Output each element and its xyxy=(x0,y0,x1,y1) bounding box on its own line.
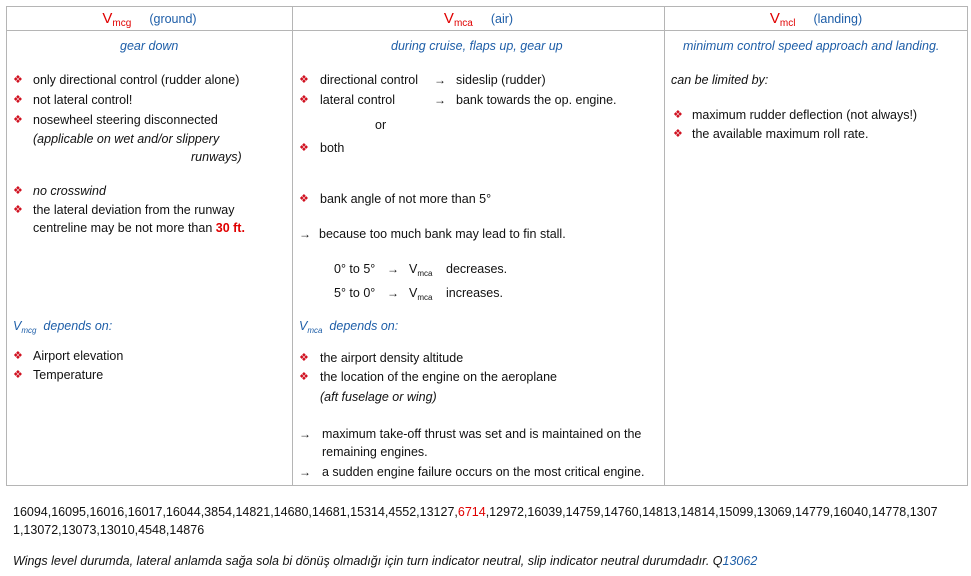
diamond-bullet-icon: ❖ xyxy=(13,74,23,86)
list-item: bank angle of not more than 5° xyxy=(320,192,492,206)
header-vmcl-label: (landing) xyxy=(813,12,863,26)
steering-note: runways) xyxy=(191,150,242,164)
diamond-bullet-icon: ❖ xyxy=(13,185,23,197)
vmca-subtitle: during cruise, flaps up, gear up xyxy=(391,39,563,53)
bank-range: 0° to 5° xyxy=(334,262,376,276)
limited-by-label: can be limited by: xyxy=(671,73,769,87)
vmcg-depends-heading: $V_{mcg}$ depends on: xyxy=(13,319,113,335)
list-item: only directional control (rudder alone) xyxy=(33,73,240,87)
vmca-symbol: $V_{mca}$ xyxy=(409,286,433,302)
header-vmcg-label: (ground) xyxy=(149,12,197,26)
right-arrow-icon: → xyxy=(299,227,311,241)
header-vmca-symbol: $V_{mca}$ xyxy=(443,10,473,29)
comparison-table xyxy=(6,6,968,486)
list-item: centreline may be not more than 30 ft. xyxy=(33,221,245,235)
list-item: the location of the engine on the aeroplane xyxy=(320,370,557,384)
diamond-bullet-icon: ❖ xyxy=(299,371,309,383)
list-item: sideslip (rudder) xyxy=(456,73,546,87)
diamond-bullet-icon: ❖ xyxy=(673,109,683,121)
vmcg-subtitle: gear down xyxy=(120,39,179,53)
vmcl-subtitle: minimum control speed approach and landing. xyxy=(683,39,940,53)
right-arrow-icon: → xyxy=(387,286,399,300)
question-ids-line2: 1,13072,13073,13010,4548,14876 xyxy=(13,523,205,537)
list-item: lateral control xyxy=(320,93,396,107)
question-ids-line1: 16094,16095,16016,16017,16044,3854,14821,14680,14681,15314,4552,13127,6714,12972,16039,14759,14760,14813,14814,15099,13069,14779,16040,14778,1307 xyxy=(13,505,938,519)
list-item: bank towards the op. engine. xyxy=(456,93,617,107)
column-vmcg xyxy=(7,31,292,485)
highlighted-question-id: 6714 xyxy=(457,505,486,519)
diamond-bullet-icon: ❖ xyxy=(13,369,23,381)
fin-stall-note: because too much bank may lead to fin stall. xyxy=(319,227,566,241)
list-item: directional control xyxy=(320,73,418,87)
header-vmcl xyxy=(665,7,967,31)
diamond-bullet-icon: ❖ xyxy=(13,114,23,126)
header-vmcg xyxy=(7,7,292,31)
list-item: nosewheel steering disconnected xyxy=(33,113,218,127)
right-arrow-icon: → xyxy=(434,73,446,87)
question-ref-link[interactable]: 13062 xyxy=(722,554,758,568)
condition-item: a sudden engine failure occurs on the most critical engine. xyxy=(322,465,645,479)
list-item: no crosswind xyxy=(33,184,106,198)
steering-note: (applicable on wet and/or slippery xyxy=(33,132,220,146)
diamond-bullet-icon: ❖ xyxy=(299,193,309,205)
vmca-symbol: $V_{mca}$ xyxy=(409,262,433,278)
list-item: the lateral deviation from the runway xyxy=(33,203,235,217)
deviation-value: 30 ft. xyxy=(215,221,245,235)
bank-range: 5° to 0° xyxy=(334,286,376,300)
right-arrow-icon: → xyxy=(299,427,311,441)
header-vmca-label: (air) xyxy=(490,12,514,26)
right-arrow-icon: → xyxy=(387,262,399,276)
bank-range-result: increases. xyxy=(446,286,503,300)
header-vmcl-symbol: $V_{mcl}$ xyxy=(769,10,796,29)
footer-note: Wings level durumda, lateral anlamda sağa sola bi dönüş olmadığı için turn indicator neutral, slip indicator neutral durumdadır. Q13062 xyxy=(13,554,758,568)
list-item: the airport density altitude xyxy=(320,351,464,365)
column-vmca xyxy=(293,31,664,485)
list-item: Temperature xyxy=(33,368,104,382)
condition-item: maximum take-off thrust was set and is maintained on the xyxy=(322,427,642,441)
list-item: not lateral control! xyxy=(33,93,133,107)
list-item: maximum rudder deflection (not always!) xyxy=(692,108,918,122)
list-item: both xyxy=(320,141,345,155)
diamond-bullet-icon: ❖ xyxy=(13,350,23,362)
engine-location-note: (aft fuselage or wing) xyxy=(320,390,437,404)
header-vmcg-symbol: $V_{mcg}$ xyxy=(102,10,132,29)
diamond-bullet-icon: ❖ xyxy=(13,204,23,216)
right-arrow-icon: → xyxy=(299,465,311,479)
column-vmcl xyxy=(665,31,967,485)
right-arrow-icon: → xyxy=(434,93,446,107)
list-item: the available maximum roll rate. xyxy=(692,127,869,141)
diamond-bullet-icon: ❖ xyxy=(299,142,309,154)
diamond-bullet-icon: ❖ xyxy=(13,94,23,106)
header-vmca xyxy=(293,7,664,31)
list-item: Airport elevation xyxy=(33,349,124,363)
diamond-bullet-icon: ❖ xyxy=(673,128,683,140)
diamond-bullet-icon: ❖ xyxy=(299,74,309,86)
or-label: or xyxy=(375,118,387,132)
condition-item: remaining engines. xyxy=(322,445,428,459)
diamond-bullet-icon: ❖ xyxy=(299,352,309,364)
diamond-bullet-icon: ❖ xyxy=(299,94,309,106)
vmca-depends-heading: $V_{mca}$ depends on: xyxy=(299,319,399,335)
bank-range-result: decreases. xyxy=(446,262,508,276)
